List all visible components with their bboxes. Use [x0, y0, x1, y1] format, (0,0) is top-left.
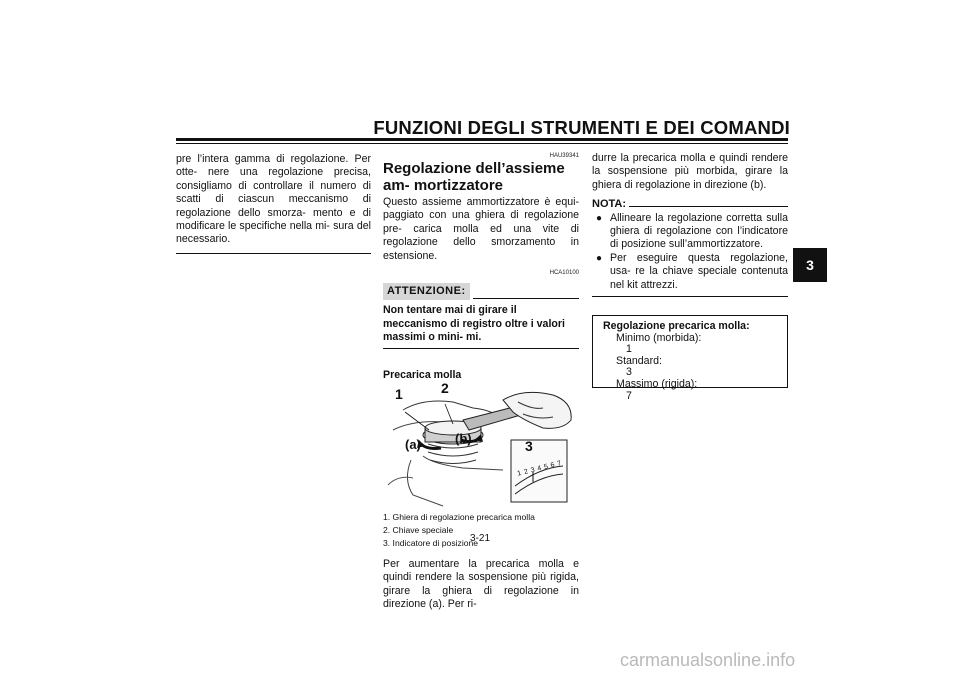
caution-code: HCA10100 [549, 270, 579, 277]
page-header-title: FUNZIONI DEGLI STRUMENTI E DEI COMANDI [373, 117, 790, 138]
header-rule-thin [176, 143, 788, 144]
spec-box [592, 315, 788, 402]
note-bullet [592, 252, 788, 292]
chapter-tab: 3 [793, 248, 827, 282]
watermark: carmanualsonline.info [620, 650, 796, 670]
bullet-icon: ● [596, 252, 603, 264]
section-code: HAU39341 [549, 153, 579, 159]
figure-label-1: 1 [395, 386, 403, 403]
note-line [629, 206, 788, 207]
column-right [592, 152, 788, 402]
note-header [592, 198, 788, 211]
column-left [176, 153, 371, 254]
figure-label-3: 3 [525, 438, 533, 455]
bullet-icon: ● [596, 212, 603, 224]
caption-item: 2. Chiave speciale [383, 525, 454, 536]
note-label: NOTA: [592, 198, 627, 211]
header-rule [176, 138, 788, 141]
spec-title: Regolazione precarica molla: [603, 320, 750, 333]
page-number: 3-21 [469, 533, 490, 544]
spec-max-value: 7 [626, 389, 632, 402]
end-rule [176, 253, 371, 254]
spec-max-label: Massimo (rigida): [616, 378, 698, 391]
caution-header [383, 283, 579, 300]
spec-min-label: Minimo (morbida): [616, 331, 702, 344]
caption-item: 1. Ghiera di regolazione precarica molla [383, 512, 535, 523]
caption-item: 3. Indicatore di posizione [383, 538, 479, 549]
spec-min-value: 1 [626, 343, 632, 356]
spec-std-value: 3 [626, 366, 632, 379]
continued-paragraph: pre l’intera gamma di regolazione. Per otte- nere una regolazione precisa, consigliamo di controllare il numero di scatti di ciascun meccanismo di regolazione dello smorza- mento e di modificare le specifiche nella mi- sura del necessario. [176, 153, 371, 246]
note-bullet [592, 212, 788, 252]
figure-captions [383, 511, 579, 550]
caution-label: ATTENZIONE: [383, 283, 470, 300]
subheading-precarica: Precarica molla [383, 368, 462, 381]
bullet-text: Allineare la regolazione corretta sulla ghiera di regolazione con l’indicatore di posizione sull’ammortizzatore. [610, 211, 788, 251]
body-paragraph: Per aumentare la precarica molla e quindi rendere la sospensione più rigida, girare la ghiera di regolazione in direzione (a). Per ri- [383, 558, 579, 611]
section-heading: Regolazione dell’assieme am- mortizzatore [383, 160, 565, 194]
note-end-rule [592, 296, 788, 297]
caution-end-rule [383, 348, 579, 349]
spec-std-label: Standard: [616, 354, 662, 367]
caution-line [473, 298, 579, 299]
body-continued: durre la precarica molla e quindi rendere la sospensione più morbida, girare la ghiera di regolazione in direzione (b). [592, 152, 788, 191]
position-scale: 1 2 3 4 5 6 7 [516, 459, 563, 478]
figure-label-2: 2 [441, 380, 449, 397]
caution-text: Non tentare mai di girare il meccanismo di registro oltre i valori massimi o mini- mi. [383, 304, 565, 344]
bullet-text: Per eseguire questa regolazione, usa- re la chiave speciale contenuta nel kit attrezzi. [610, 251, 788, 291]
section-intro: Questo assieme ammortizzatore è equi- paggiato con una ghiera di regolazione pre- carica molla ed una vite di regolazione dello smorzamento in estensione. [383, 196, 579, 262]
shock-adjuster-illustration [383, 380, 579, 507]
figure-label-a: (a) [405, 437, 421, 453]
figure-label-b: (b) [455, 431, 472, 447]
